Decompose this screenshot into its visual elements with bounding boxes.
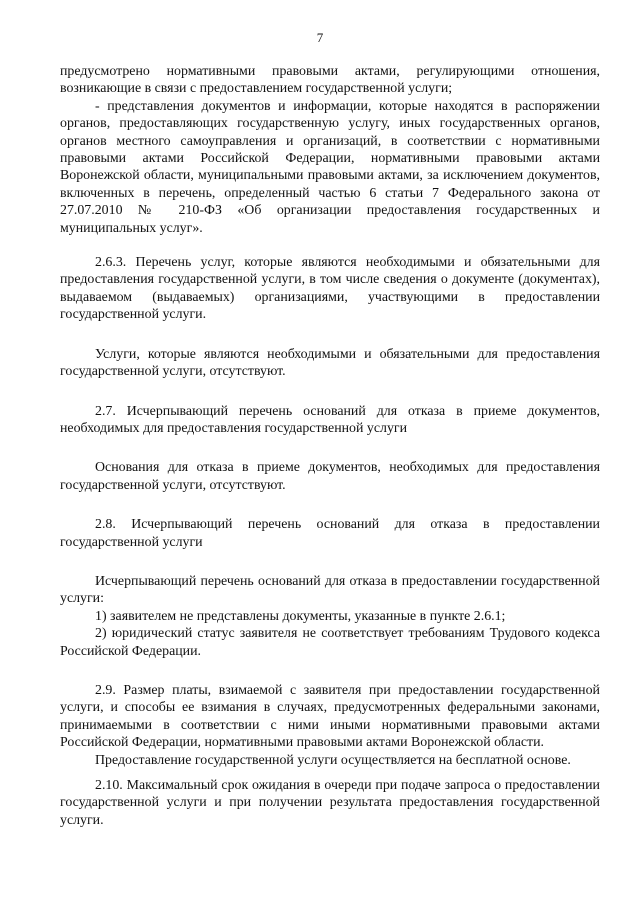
list-item-2: 2) юридический статус заявителя не соответствует требованиям Трудового кодекса Российской Федерации. [60, 626, 600, 659]
paragraph-2-9-heading: 2.9. Размер платы, взимаемой с заявителя при предоставлении государственной услуги, и способы ее взимания в случаях, предусмотренных федеральными законами, принимаемыми в соответствии с ними иными нормативными правовыми актами Российской Федерации, нормативными правовыми актами Воронежской области. [60, 682, 600, 751]
document-body [60, 63, 600, 829]
paragraph-services-absent: Услуги, которые являются необходимыми и обязательными для предоставления государственной услуги, отсутствуют. [60, 346, 600, 380]
paragraph-2-7-heading: 2.7. Исчерпывающий перечень оснований для отказа в приеме документов, необходимых для предоставления государственной услуги [60, 403, 600, 436]
paragraph-grounds-absent: Основания для отказа в приеме документов, необходимых для предоставления государственной услуги, отсутствуют. [60, 460, 600, 493]
paragraph-2-8-heading: 2.8. Исчерпывающий перечень оснований для отказа в предоставлении государственной услуги [60, 517, 600, 550]
paragraph-2-10-heading: 2.10. Максимальный срок ожидания в очереди при подаче запроса о предоставлении государственной услуги и при получении результата предоставления государственной услуги. [60, 778, 600, 828]
paragraph-list-dash: - представления документов и информации, которые находятся в распоряжении органов, предоставляющих государственную услугу, иных государственных органов, органов местного самоуправления и организаций, в соответствии с нормативными правовыми актами Российской Федерации, нормативными правовыми актами Воронежской области, муниципальными правовыми актами, за исключением документов, включенных в перечень, определенный частью 6 статьи 7 Федерального закона от 27.07.2010 № 210-ФЗ «Об организации предоставления государственных и муниципальных услуг». [60, 98, 600, 236]
paragraph-free-of-charge: Предоставление государственной услуги осуществляется на бесплатной основе. [95, 752, 571, 768]
paragraph-continuation: предусмотрено нормативными правовыми актами, регулирующими отношения, возникающие в связи с предоставлением государственной услуги; [60, 64, 600, 97]
paragraph-refusal-list-intro: Исчерпывающий перечень оснований для отказа в предоставлении государственной услуги: [60, 573, 600, 607]
list-item-1: 1) заявителем не представлены документы, указанные в пункте 2.6.1; [95, 608, 506, 624]
page-number: 7 [316, 30, 324, 45]
paragraph-2-6-3-heading: 2.6.3. Перечень услуг, которые являются необходимыми и обязательными для предоставления государственной услуги, в том числе сведения о документе (документах), выдаваемом (выдаваемых) организациями, участвующими в предоставлении государственной услуги. [60, 255, 600, 323]
